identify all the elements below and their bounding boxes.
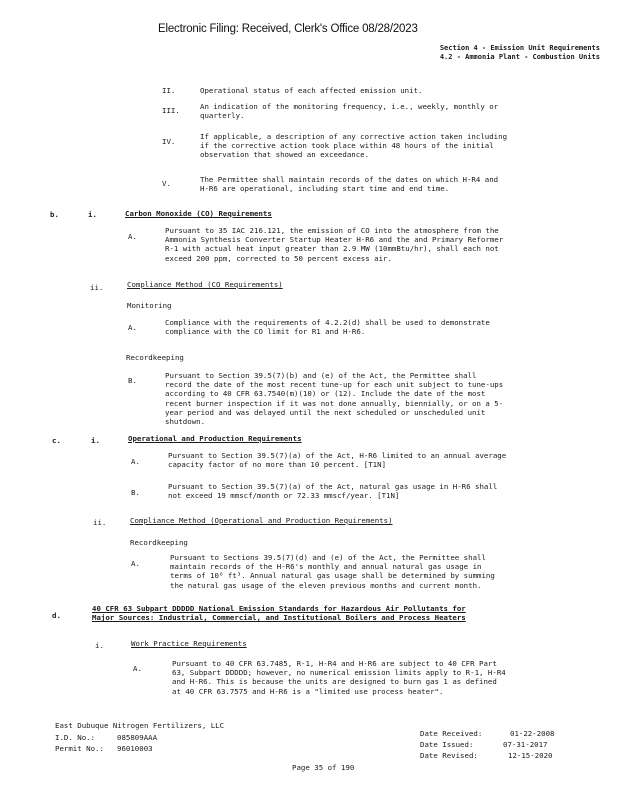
subsection-label: i. xyxy=(91,436,100,445)
subsection-heading: Work Practice Requirements xyxy=(131,639,247,648)
item-label: A. xyxy=(128,232,137,241)
electronic-filing-banner: Electronic Filing: Received, Clerk's Office 08/28/2023 xyxy=(158,23,418,35)
item-label: A. xyxy=(128,323,137,332)
footer-permit-value: 96010003 xyxy=(117,744,153,753)
subsection-heading: Operational and Production Requirements xyxy=(128,434,302,443)
recordkeeping-label: Recordkeeping xyxy=(126,353,184,362)
page-number: Page 35 of 190 xyxy=(292,763,355,772)
section-header-line2: 4.2 - Ammonia Plant - Combustion Units xyxy=(439,53,600,61)
footer-received-label: Date Received: xyxy=(420,729,483,738)
section-header-line1: Section 4 - Emission Unit Requirements xyxy=(439,44,600,52)
footer-revised-value: 12-15-2020 xyxy=(508,751,553,760)
item-text: Pursuant to Section 39.5(7)(b) and (e) of the Act, the Permittee shall record the date of the most recent tune-up for each unit subject to tune-ups according to 40 CFR 63.7540(m)(10) or (12). Include the date of the most recent burner inspection if it was not done annually, biennially, or on a 5- year period and was delayed until the next scheduled or unscheduled unit shutdown. xyxy=(165,371,504,427)
footer-id-label: I.D. No.: xyxy=(55,733,96,742)
list-item-label: III. xyxy=(162,106,180,115)
list-item-text: Operational status of each affected emission unit. xyxy=(200,86,423,95)
list-item-label: V. xyxy=(162,179,171,188)
section-label: c. xyxy=(52,436,61,445)
subsection-heading: Compliance Method (Operational and Production Requirements) xyxy=(130,516,393,525)
item-text: Pursuant to Section 39.5(7)(a) of the Act, H-R6 limited to an annual average capacity factor of no more than 10 percent. [T1N] xyxy=(168,451,507,470)
list-item-text: The Permittee shall maintain records of the dates on which H-R4 and H-R6 are operational, including start time and end time. xyxy=(200,175,499,194)
footer-issued-value: 07-31-2017 xyxy=(503,740,548,749)
item-text: Pursuant to Sections 39.5(7)(d) and (e) of the Act, the Permittee shall maintain records of the H-R6's monthly and annual natural gas usage in terms of 10⁶ ft³. Annual natural gas usage shall be determined by summing the natural gas usage of the eleven previous months and current month. xyxy=(170,553,495,590)
subsection-label: i. xyxy=(88,210,97,219)
section-label: b. xyxy=(50,210,59,219)
list-item-label: II. xyxy=(162,86,176,95)
item-text: Pursuant to Section 39.5(7)(a) of the Act, natural gas usage in H-R6 shall not exceed 19 mmscf/month or 72.33 mmscf/year. [T1N] xyxy=(168,482,498,501)
subsection-label: ii. xyxy=(93,518,107,527)
list-item-label: IV. xyxy=(162,137,176,146)
item-label: B. xyxy=(131,488,140,497)
item-text: Pursuant to 35 IAC 216.121, the emission of CO into the atmosphere from the Ammonia Synthesis Converter Startup Heater H-R6 and the and Primary Reformer R-1 with actual heat input greater than 2.9 MW (10mmBtu/hr), shall each not exceed 200 ppm, corrected to 50 percent excess air. xyxy=(165,226,504,263)
footer-revised-label: Date Revised: xyxy=(420,751,478,760)
subsection-heading: Carbon Monoxide (CO) Requirements xyxy=(125,209,272,218)
footer-id-value: 085809AAA xyxy=(117,733,158,742)
list-item-text: An indication of the monitoring frequency, i.e., weekly, monthly or quarterly. xyxy=(200,102,499,121)
subsection-label: ii. xyxy=(90,283,104,292)
list-item-text: If applicable, a description of any corrective action taken including if the corrective action took place within 48 hours of the initial observation that showed an exceedance. xyxy=(200,132,508,160)
item-label: A. xyxy=(131,559,140,568)
footer-issued-label: Date Issued: xyxy=(420,740,474,749)
item-text: Compliance with the requirements of 4.2.2(d) shall be used to demonstrate compliance with the CO limit for R1 and H-R6. xyxy=(165,318,490,337)
item-label: A. xyxy=(133,664,142,673)
subsection-heading: Compliance Method (CO Requirements) xyxy=(127,280,283,289)
item-label: A. xyxy=(131,457,140,466)
subsection-label: i. xyxy=(95,641,104,650)
monitoring-label: Monitoring xyxy=(127,301,172,310)
footer-received-value: 01-22-2008 xyxy=(510,729,555,738)
item-label: B. xyxy=(128,376,137,385)
section-label: d. xyxy=(52,611,61,620)
item-text: Pursuant to 40 CFR 63.7485, R-1, H-R4 and H-R6 are subject to 40 CFR Part 63, Subpart DDDDD; however, no numerical emission limits apply to R-1, H-R4 and H-R6. This is because the units are designed to burn gas 1 as defined at 40 CFR 63.7575 and H-R6 is a "limited use process heater". xyxy=(172,659,506,696)
footer-company: East Dubuque Nitrogen Fertilizers, LLC xyxy=(55,721,225,730)
footer-permit-label: Permit No.: xyxy=(55,744,104,753)
section-heading: 40 CFR 63 Subpart DDDDD National Emission Standards for Hazardous Air Pollutants for Major Sources: Industrial, Commercial, and Institutional Boilers and Process Heaters xyxy=(92,604,466,623)
recordkeeping-label: Recordkeeping xyxy=(130,538,188,547)
